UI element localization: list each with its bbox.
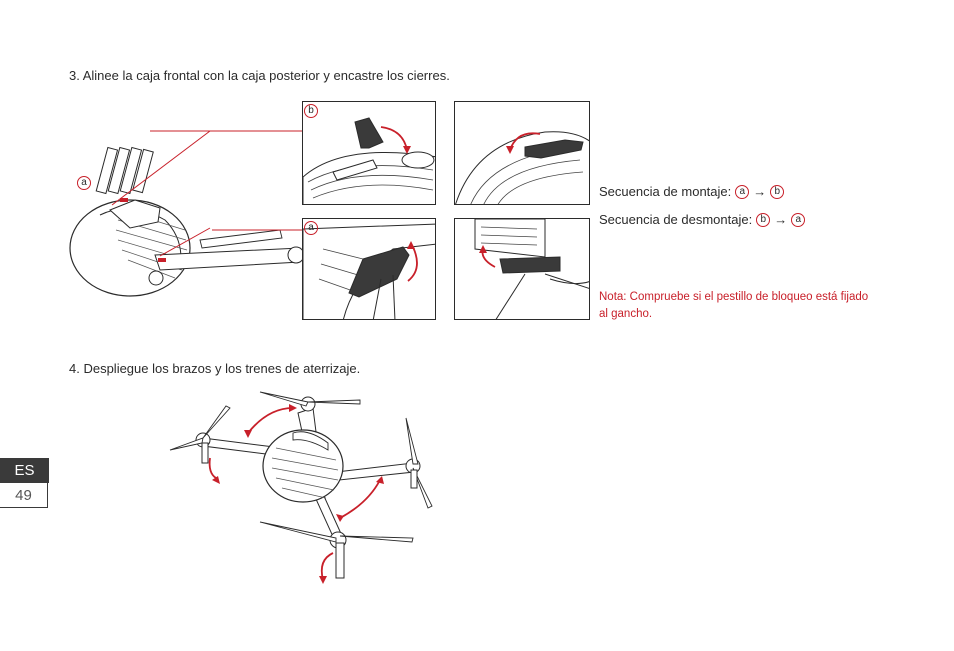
step-3-instruction: 3. Alinee la caja frontal con la caja posterior y encastre los cierres. — [69, 68, 450, 83]
step-4-instruction: 4. Despliegue los brazos y los trenes de aterrizaje. — [69, 361, 361, 376]
panel-a-hook-engage — [302, 218, 436, 320]
panel-hook-release — [454, 218, 590, 320]
mount-arrow: → — [753, 184, 767, 199]
unmount-sequence — [599, 212, 805, 227]
unmount-step-b: b — [756, 213, 770, 227]
panel-latch-closed-result — [454, 101, 590, 205]
language-page-tab — [0, 458, 49, 509]
label-a-main: a — [77, 176, 91, 190]
mount-sequence-label: Secuencia de montaje: — [599, 184, 732, 199]
unmount-arrow: → — [774, 212, 788, 227]
latch-note: Nota: Compruebe si el pestillo de bloqueo está fijado al gancho. — [599, 291, 869, 320]
drone-unfolded-illustration — [168, 388, 448, 586]
panel-b-latch-close — [302, 101, 436, 205]
mount-step-a: a — [735, 185, 749, 199]
language-label: ES — [0, 458, 49, 483]
unmount-step-a: a — [791, 213, 805, 227]
unmount-sequence-label: Secuencia de desmontaje: — [599, 212, 753, 227]
mount-step-b: b — [770, 185, 784, 199]
label-a-panel: a — [304, 221, 318, 235]
mount-sequence — [599, 184, 784, 199]
leader-lines — [150, 128, 310, 248]
page-number: 49 — [0, 483, 48, 508]
label-b-panel: b — [304, 104, 318, 118]
